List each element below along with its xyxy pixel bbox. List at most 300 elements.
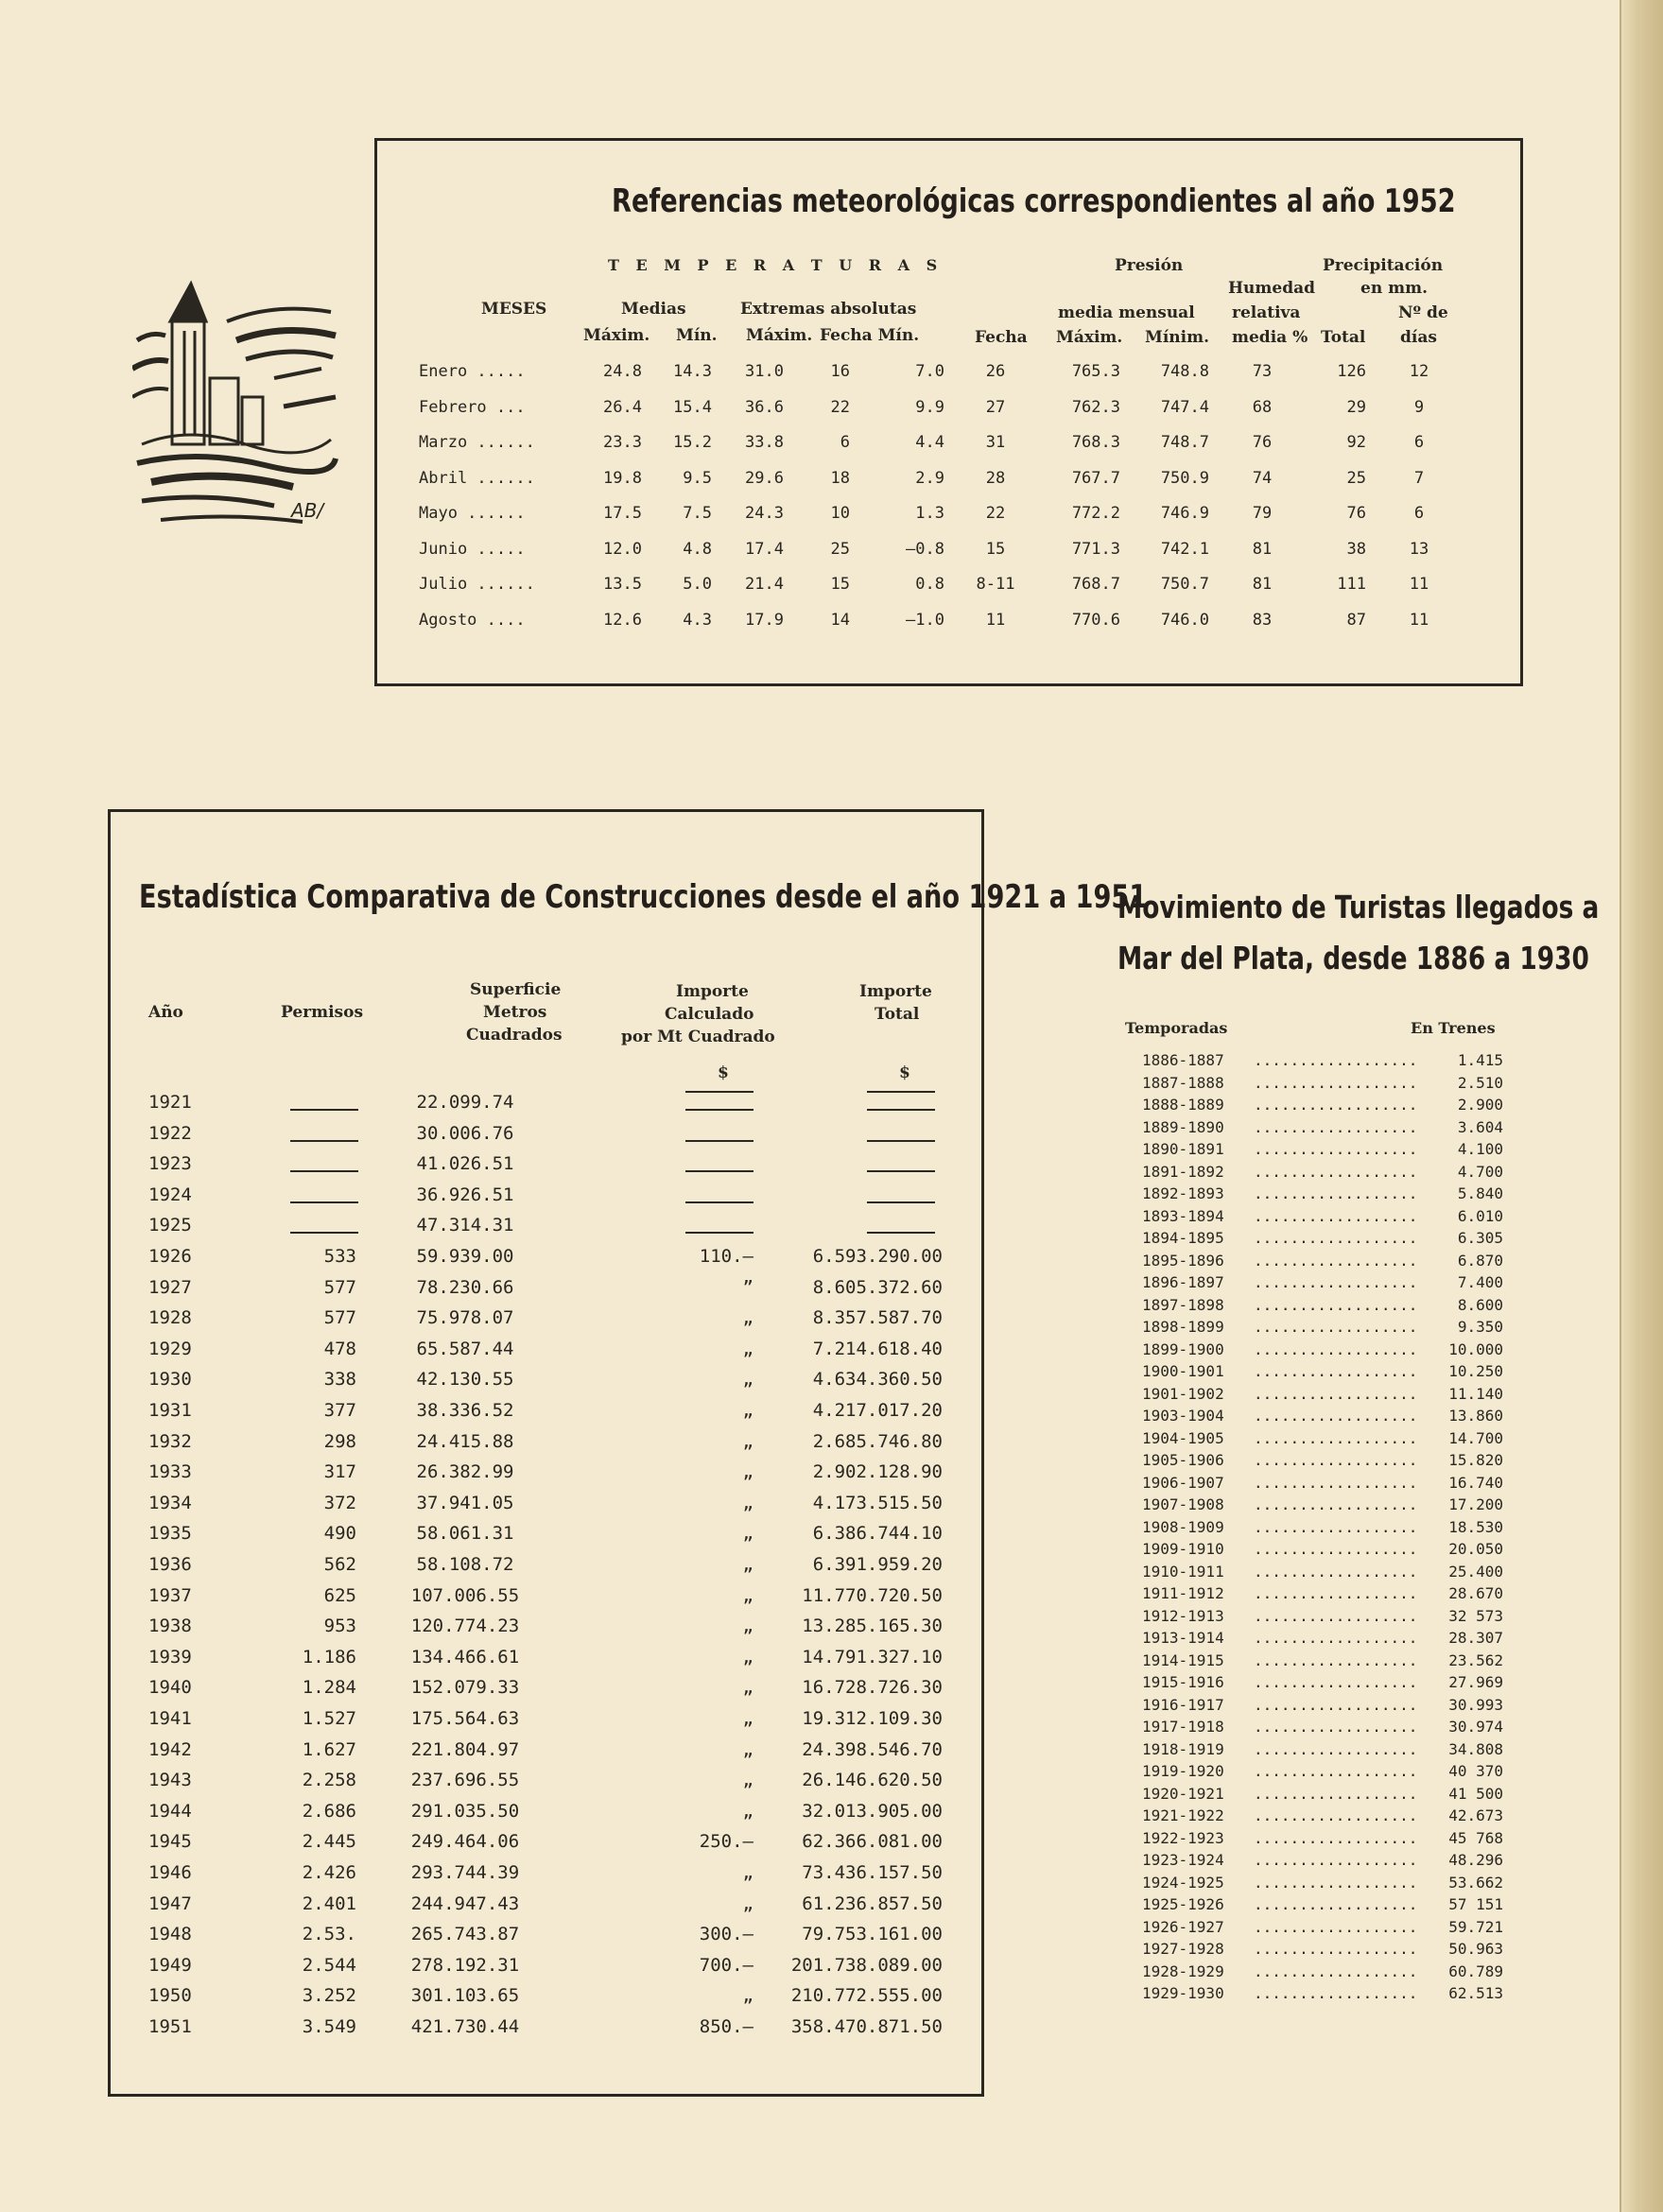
turistas-leader-dots: .................. [1254, 1473, 1418, 1492]
turistas-season-cell: 1899-1900 [1142, 1339, 1224, 1358]
meteo-max-temp-cell: 12.0 [603, 539, 642, 559]
turistas-leader-dots: .................. [1254, 1162, 1418, 1181]
constr-total-cell: 16.728.726.30 [802, 1677, 943, 1699]
meteo-hdr-maxim: Máxim. [583, 326, 650, 345]
constr-permits-cell: 478 [323, 1338, 356, 1359]
constr-year-cell: 1939 [148, 1646, 192, 1668]
turistas-row [1116, 1718, 1532, 1739]
constr-year-cell: 1923 [148, 1153, 192, 1175]
turistas-season-cell: 1887-1888 [1142, 1073, 1224, 1092]
constr-row [111, 1708, 981, 1740]
constr-unit-price-cell: 250.— [699, 1831, 754, 1853]
meteo-extreme-max-cell: 31.0 [745, 362, 784, 381]
constr-area-cell: 36.926.51 [416, 1184, 514, 1205]
constr-permits-cell: 1.284 [302, 1677, 356, 1699]
turistas-row [1116, 1207, 1532, 1229]
constr-currency-1: $ [718, 1063, 729, 1082]
constr-area-cell: 278.192.31 [410, 1954, 520, 1976]
turistas-row [1116, 1518, 1532, 1540]
constr-title: Estadística Comparativa de Construcciones desde el año 1921 a 1951 [139, 878, 1148, 916]
constr-row [111, 1215, 981, 1247]
meteo-extreme-max-cell: 36.6 [745, 397, 784, 417]
turistas-season-cell: 1910-1911 [1142, 1562, 1224, 1581]
constr-total-dash [867, 1201, 935, 1203]
constr-area-cell: 41.026.51 [416, 1153, 514, 1175]
meteo-hdr-precipitacion: Precipitación [1323, 256, 1444, 275]
constr-permits-cell: 562 [323, 1554, 356, 1575]
constr-row [111, 1770, 981, 1802]
turistas-row [1116, 1385, 1532, 1407]
turistas-row [1116, 1696, 1532, 1718]
turistas-leader-dots: .................. [1254, 1629, 1418, 1647]
constr-permits-cell: 3.549 [302, 2016, 356, 2037]
constr-row [111, 1831, 981, 1863]
turistas-season-cell: 1905-1906 [1142, 1451, 1224, 1469]
turistas-season-cell: 1892-1893 [1142, 1184, 1224, 1202]
constr-permits-cell: 317 [323, 1461, 356, 1483]
meteo-row [377, 575, 1520, 607]
turistas-season-cell: 1890-1891 [1142, 1140, 1224, 1158]
turistas-season-cell: 1920-1921 [1142, 1784, 1224, 1803]
tower-sketch-illustration [132, 265, 340, 539]
constr-permits-cell: 298 [323, 1430, 356, 1452]
constr-row [111, 1493, 981, 1525]
constr-unit-price-dash [685, 1201, 754, 1203]
constr-area-cell: 59.939.00 [416, 1246, 514, 1267]
turistas-trains-cell: 6.305 [1457, 1229, 1503, 1247]
constr-area-cell: 134.466.61 [410, 1646, 520, 1668]
constr-area-cell: 293.744.39 [410, 1862, 520, 1883]
turistas-trains-cell: 48.296 [1448, 1851, 1503, 1869]
constr-table-frame [108, 809, 1148, 2097]
illustration-signature: AB/ [291, 499, 324, 522]
turistas-row [1116, 1607, 1532, 1629]
constr-total-cell: 8.605.372.60 [812, 1276, 943, 1298]
meteo-extreme-max-cell: 17.4 [745, 539, 784, 559]
constr-hdr-permisos: Permisos [281, 1003, 364, 1022]
constr-permits-dash [290, 1232, 358, 1234]
meteo-month-cell: Marzo ...... [419, 433, 535, 452]
turistas-season-cell: 1926-1927 [1142, 1917, 1224, 1936]
meteo-precip-total-cell: 25 [1346, 468, 1366, 488]
meteo-humidity-cell: 83 [1252, 610, 1273, 630]
meteo-row [377, 504, 1520, 536]
constr-year-cell: 1926 [148, 1246, 192, 1267]
constr-year-cell: 1941 [148, 1708, 192, 1729]
turistas-season-cell: 1918-1919 [1142, 1739, 1224, 1758]
meteo-row [377, 398, 1520, 430]
constr-area-cell: 221.804.97 [410, 1738, 520, 1760]
constr-total-dash [867, 1232, 935, 1234]
meteo-extreme-date-cell: 22 [830, 397, 850, 417]
constr-area-cell: 107.006.55 [410, 1584, 520, 1606]
meteo-extreme-max-cell: 24.3 [745, 504, 784, 523]
turistas-trains-cell: 41 500 [1448, 1784, 1503, 1803]
constr-year-cell: 1947 [148, 1892, 192, 1914]
meteo-pressure-min-cell: 748.7 [1160, 433, 1209, 452]
turistas-leader-dots: .................. [1254, 1517, 1418, 1536]
constr-permits-dash [290, 1140, 358, 1142]
meteo-pressure-max-cell: 771.3 [1071, 539, 1120, 559]
constr-unit-price-cell: „ [742, 1400, 754, 1421]
meteo-hdr-dias: días [1400, 328, 1437, 347]
constr-permits-cell: 3.252 [302, 1985, 356, 2007]
turistas-row [1116, 1096, 1532, 1117]
constr-permits-cell: 1.527 [302, 1708, 356, 1729]
constr-unit-price-cell: „ [742, 1985, 754, 2007]
constr-unit-price-cell: „ [742, 1461, 754, 1483]
turistas-row [1116, 1829, 1532, 1851]
turistas-row [1116, 1495, 1532, 1517]
meteo-title: Referencias meteorológicas correspondientes al año 1952 [612, 182, 1456, 220]
turistas-trains-cell: 30.993 [1448, 1695, 1503, 1714]
turistas-leader-dots: .................. [1254, 1828, 1418, 1847]
constr-hdr-importe1: Importe [676, 982, 749, 1001]
constr-total-cell: 6.593.290.00 [812, 1246, 943, 1267]
constr-area-cell: 175.564.63 [410, 1708, 520, 1729]
constr-row [111, 1862, 981, 1894]
meteo-hdr-relativa: relativa [1232, 303, 1301, 322]
turistas-trains-cell: 20.050 [1448, 1540, 1503, 1558]
meteo-pressure-min-cell: 746.0 [1160, 610, 1209, 630]
constr-year-cell: 1940 [148, 1677, 192, 1699]
meteo-min-temp-cell: 4.8 [683, 539, 712, 559]
constr-total-cell: 11.770.720.50 [802, 1584, 943, 1606]
constr-unit-price-cell: „ [742, 1307, 754, 1329]
meteo-month-cell: Febrero ... [419, 397, 526, 417]
turistas-season-cell: 1915-1916 [1142, 1673, 1224, 1691]
meteo-extreme-min-cell: 4.4 [915, 433, 944, 452]
constr-year-cell: 1951 [148, 2016, 192, 2037]
turistas-season-cell: 1917-1918 [1142, 1718, 1224, 1736]
turistas-trains-cell: 53.662 [1448, 1873, 1503, 1892]
turistas-row [1116, 1163, 1532, 1184]
constr-year-cell: 1942 [148, 1738, 192, 1760]
turistas-leader-dots: .................. [1254, 1673, 1418, 1691]
turistas-season-cell: 1909-1910 [1142, 1540, 1224, 1558]
turistas-row [1116, 1762, 1532, 1784]
turistas-leader-dots: .................. [1254, 1495, 1418, 1513]
turistas-row [1116, 1318, 1532, 1339]
meteo-humidity-cell: 81 [1252, 539, 1273, 559]
turistas-leader-dots: .................. [1254, 1206, 1418, 1225]
constr-permits-cell: 2.426 [302, 1862, 356, 1883]
turistas-trains-cell: 14.700 [1448, 1428, 1503, 1447]
constr-year-cell: 1934 [148, 1492, 192, 1513]
turistas-trains-cell: 3.604 [1457, 1117, 1503, 1136]
constr-hdr-importe2: Importe [859, 982, 932, 1001]
turistas-row [1116, 1984, 1532, 2006]
constr-permits-cell: 372 [323, 1492, 356, 1513]
constr-year-cell: 1935 [148, 1523, 192, 1545]
turistas-trains-cell: 45 768 [1448, 1828, 1503, 1847]
constr-area-cell: 58.108.72 [416, 1554, 514, 1575]
constr-total-cell: 210.772.555.00 [790, 1985, 943, 2007]
meteo-pressure-min-cell: 747.4 [1160, 397, 1209, 417]
constr-hdr-total: Total [875, 1005, 920, 1024]
constr-total-cell: 26.146.620.50 [802, 1770, 943, 1791]
constr-unit-price-dash [685, 1170, 754, 1172]
turistas-leader-dots: .................. [1254, 1851, 1418, 1869]
constr-area-cell: 42.130.55 [416, 1369, 514, 1391]
turistas-section [1116, 889, 1600, 2023]
meteo-pressure-min-cell: 748.8 [1160, 362, 1209, 381]
turistas-leader-dots: .................. [1254, 1318, 1418, 1336]
meteo-hdr-total: Total [1321, 328, 1366, 347]
turistas-leader-dots: .................. [1254, 1540, 1418, 1558]
turistas-trains-cell: 10.000 [1448, 1339, 1503, 1358]
constr-unit-price-cell: „ [742, 1677, 754, 1699]
constr-row [111, 1585, 981, 1617]
turistas-row [1116, 1140, 1532, 1162]
turistas-season-cell: 1928-1929 [1142, 1961, 1224, 1980]
constr-row [111, 1092, 981, 1124]
constr-row [111, 1924, 981, 1956]
turistas-leader-dots: .................. [1254, 1096, 1418, 1114]
turistas-season-cell: 1911-1912 [1142, 1584, 1224, 1602]
turistas-trains-cell: 13.860 [1448, 1407, 1503, 1425]
turistas-row [1116, 1340, 1532, 1362]
meteo-pressure-max-cell: 762.3 [1071, 397, 1120, 417]
meteo-humidity-cell: 73 [1252, 362, 1273, 381]
meteo-min-temp-cell: 4.3 [683, 610, 712, 630]
meteo-pressure-max-cell: 767.7 [1071, 468, 1120, 488]
constr-unit-price-dash [685, 1232, 754, 1234]
constr-total-cell: 14.791.327.10 [802, 1646, 943, 1668]
turistas-season-cell: 1900-1901 [1142, 1362, 1224, 1380]
meteo-hdr-en-mm: en mm. [1360, 279, 1428, 298]
meteo-hdr-medias: Medias [621, 300, 686, 319]
constr-row [111, 2016, 981, 2048]
meteo-month-cell: Agosto .... [419, 610, 526, 630]
turistas-leader-dots: .................. [1254, 1229, 1418, 1247]
turistas-season-cell: 1886-1887 [1142, 1051, 1224, 1069]
turistas-leader-dots: .................. [1254, 1339, 1418, 1358]
constr-unit-price-cell: 300.— [699, 1924, 754, 1945]
constr-year-cell: 1949 [148, 1954, 192, 1976]
meteo-date-cell: 28 [985, 468, 1006, 488]
meteo-extreme-max-cell: 33.8 [745, 433, 784, 452]
turistas-trains-cell: 34.808 [1448, 1739, 1503, 1758]
turistas-season-cell: 1888-1889 [1142, 1096, 1224, 1114]
meteo-precip-total-cell: 126 [1337, 362, 1366, 381]
turistas-leader-dots: .................. [1254, 1762, 1418, 1780]
constr-area-cell: 26.382.99 [416, 1461, 514, 1483]
meteo-month-cell: Abril ...... [419, 468, 535, 488]
constr-unit-price-cell: „ [742, 1523, 754, 1545]
turistas-trains-cell: 15.820 [1448, 1451, 1503, 1469]
constr-area-cell: 58.061.31 [416, 1523, 514, 1545]
constr-total-cell: 4.217.017.20 [812, 1400, 943, 1421]
meteo-hdr-maxim3: Máxim. [1056, 328, 1123, 347]
constr-permits-cell: 577 [323, 1276, 356, 1298]
turistas-row [1116, 1252, 1532, 1273]
meteo-rows [377, 362, 1520, 683]
constr-permits-cell: 2.53. [302, 1924, 356, 1945]
turistas-season-cell: 1925-1926 [1142, 1895, 1224, 1913]
constr-row [111, 1955, 981, 1987]
constr-row [111, 1461, 981, 1494]
constr-total-cell: 13.285.165.30 [802, 1616, 943, 1637]
turistas-trains-cell: 4.100 [1457, 1140, 1503, 1158]
constr-permits-dash [290, 1170, 358, 1172]
meteo-extreme-min-cell: 0.8 [915, 575, 944, 594]
turistas-leader-dots: .................. [1254, 1961, 1418, 1980]
meteo-extreme-max-cell: 29.6 [745, 468, 784, 488]
meteo-date-cell: 8-11 [976, 575, 1015, 594]
constr-area-cell: 38.336.52 [416, 1400, 514, 1421]
constr-area-cell: 30.006.76 [416, 1122, 514, 1144]
constr-row [111, 1616, 981, 1648]
turistas-row [1116, 1563, 1532, 1584]
constr-permits-cell: 2.401 [302, 1892, 356, 1914]
meteo-pressure-min-cell: 746.9 [1160, 504, 1209, 523]
meteo-month-cell: Enero ..... [419, 362, 526, 381]
constr-unit-price-dash [685, 1109, 754, 1111]
meteo-pressure-min-cell: 750.7 [1160, 575, 1209, 594]
meteo-precip-days-cell: 11 [1409, 610, 1429, 630]
constr-unit-price-cell: „ [742, 1738, 754, 1760]
meteo-extreme-date-cell: 15 [830, 575, 850, 594]
constr-area-cell: 75.978.07 [416, 1307, 514, 1329]
constr-unit-price-cell: 700.— [699, 1954, 754, 1976]
constr-unit-price-cell: „ [742, 1770, 754, 1791]
turistas-leader-dots: .................. [1254, 1251, 1418, 1270]
meteo-hdr-humedad: Humedad [1228, 279, 1316, 298]
constr-total-cell: 61.236.857.50 [802, 1892, 943, 1914]
constr-permits-cell: 625 [323, 1584, 356, 1606]
turistas-leader-dots: .................. [1254, 1940, 1418, 1958]
constr-total-cell: 7.214.618.40 [812, 1338, 943, 1359]
meteo-min-temp-cell: 15.4 [673, 397, 712, 417]
constr-permits-cell: 338 [323, 1369, 356, 1391]
turistas-row [1116, 1895, 1532, 1917]
constr-unit-price-cell: „ [742, 1862, 754, 1883]
turistas-hdr-temporadas: Temporadas [1125, 1019, 1228, 1037]
constr-year-cell: 1943 [148, 1770, 192, 1791]
constr-year-cell: 1924 [148, 1184, 192, 1205]
meteo-hdr-media-pct: media % [1232, 328, 1308, 347]
meteo-min-temp-cell: 5.0 [683, 575, 712, 594]
turistas-rows [1116, 1051, 1532, 2002]
turistas-leader-dots: .................. [1254, 1584, 1418, 1602]
turistas-leader-dots: .................. [1254, 1984, 1418, 2002]
constr-year-cell: 1931 [148, 1400, 192, 1421]
constr-hdr-calculado: Calculado [665, 1005, 754, 1024]
turistas-leader-dots: .................. [1254, 1428, 1418, 1447]
turistas-leader-dots: .................. [1254, 1273, 1418, 1291]
constr-unit-price-cell: „ [742, 1554, 754, 1575]
meteo-date-cell: 27 [985, 397, 1006, 417]
constr-unit-price-cell: „ [742, 1369, 754, 1391]
meteo-row [377, 611, 1520, 643]
constr-permits-dash [290, 1109, 358, 1111]
meteo-precip-days-cell: 6 [1413, 504, 1425, 523]
constr-rows [111, 1092, 981, 2047]
constr-total-cell: 2.902.128.90 [812, 1461, 943, 1483]
constr-total-cell: 8.357.587.70 [812, 1307, 943, 1329]
turistas-row [1116, 1962, 1532, 1984]
constr-hdr-por-mt: por Mt Cuadrado [621, 1028, 775, 1046]
constr-row [111, 1523, 981, 1555]
turistas-leader-dots: .................. [1254, 1784, 1418, 1803]
turistas-leader-dots: .................. [1254, 1362, 1418, 1380]
turistas-season-cell: 1896-1897 [1142, 1273, 1224, 1291]
constr-row [111, 1184, 981, 1217]
constr-area-cell: 47.314.31 [416, 1215, 514, 1236]
turistas-season-cell: 1893-1894 [1142, 1206, 1224, 1225]
turistas-season-cell: 1903-1904 [1142, 1407, 1224, 1425]
turistas-season-cell: 1908-1909 [1142, 1517, 1224, 1536]
constr-total-cell: 4.634.360.50 [812, 1369, 943, 1391]
constr-total-cell: 2.685.746.80 [812, 1430, 943, 1452]
meteo-hdr-extremas: Extremas absolutas [740, 300, 917, 319]
meteo-pressure-max-cell: 765.3 [1071, 362, 1120, 381]
constr-year-cell: 1928 [148, 1307, 192, 1329]
turistas-trains-cell: 1.415 [1457, 1051, 1503, 1069]
constr-area-cell: 120.774.23 [410, 1616, 520, 1637]
meteo-pressure-max-cell: 770.6 [1071, 610, 1120, 630]
constr-year-cell: 1946 [148, 1862, 192, 1883]
constr-row [111, 1431, 981, 1463]
meteo-humidity-cell: 76 [1252, 433, 1273, 452]
constr-currency-2: $ [899, 1063, 910, 1082]
turistas-trains-cell: 32 573 [1448, 1606, 1503, 1625]
turistas-season-cell: 1889-1890 [1142, 1117, 1224, 1136]
meteo-pressure-min-cell: 742.1 [1160, 539, 1209, 559]
constr-year-cell: 1937 [148, 1584, 192, 1606]
meteo-hdr-temperaturas: T E M P E R A T U R A S [608, 256, 944, 274]
meteo-precip-days-cell: 13 [1409, 539, 1429, 559]
turistas-row [1116, 1673, 1532, 1695]
constr-row [111, 1307, 981, 1339]
constr-area-cell: 65.587.44 [416, 1338, 514, 1359]
turistas-row [1116, 1918, 1532, 1940]
meteo-max-temp-cell: 12.6 [603, 610, 642, 630]
turistas-trains-cell: 28.307 [1448, 1629, 1503, 1647]
turistas-season-cell: 1924-1925 [1142, 1873, 1224, 1892]
turistas-trains-cell: 6.010 [1457, 1206, 1503, 1225]
constr-hdr-cuadrados: Cuadrados [466, 1026, 563, 1045]
turistas-leader-dots: .................. [1254, 1562, 1418, 1581]
meteo-humidity-cell: 81 [1252, 575, 1273, 594]
constr-total-cell: 73.436.157.50 [802, 1862, 943, 1883]
constr-permits-dash [290, 1201, 358, 1203]
constr-permits-cell: 1.627 [302, 1738, 356, 1760]
meteo-pressure-min-cell: 750.9 [1160, 468, 1209, 488]
meteo-max-temp-cell: 23.3 [603, 433, 642, 452]
meteo-humidity-cell: 79 [1252, 504, 1273, 523]
turistas-row [1116, 1118, 1532, 1140]
meteo-max-temp-cell: 19.8 [603, 468, 642, 488]
meteo-extreme-date-cell: 14 [830, 610, 850, 630]
meteo-date-cell: 22 [985, 504, 1006, 523]
constr-row [111, 1893, 981, 1926]
turistas-trains-cell: 60.789 [1448, 1961, 1503, 1980]
meteo-humidity-cell: 68 [1252, 397, 1273, 417]
turistas-trains-cell: 40 370 [1448, 1762, 1503, 1780]
meteo-pressure-max-cell: 772.2 [1071, 504, 1120, 523]
meteo-humidity-cell: 74 [1252, 468, 1273, 488]
constr-total-cell: 6.391.959.20 [812, 1554, 943, 1575]
constr-area-cell: 78.230.66 [416, 1276, 514, 1298]
meteo-precip-total-cell: 111 [1337, 575, 1366, 594]
constr-total-dash [867, 1140, 935, 1142]
turistas-season-cell: 1894-1895 [1142, 1229, 1224, 1247]
constr-permits-cell: 577 [323, 1307, 356, 1329]
turistas-trains-cell: 2.510 [1457, 1073, 1503, 1092]
constr-unit-price-cell: „ [742, 1708, 754, 1729]
